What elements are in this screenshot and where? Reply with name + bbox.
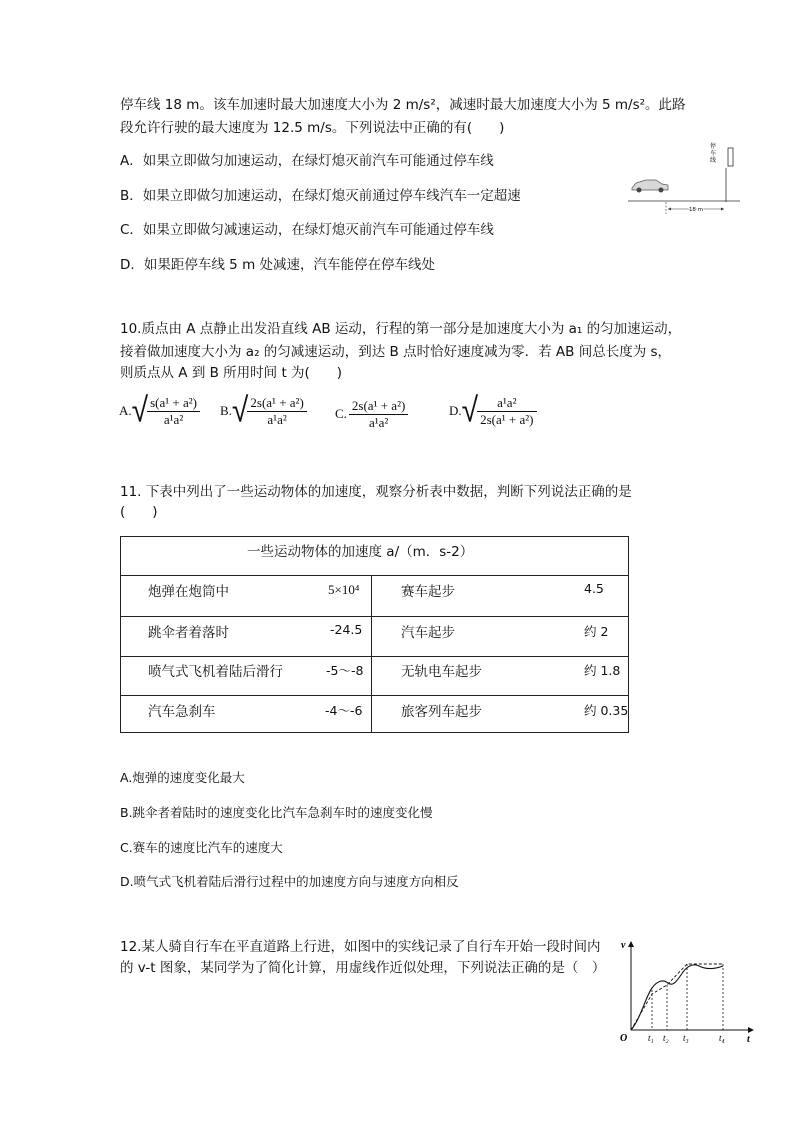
v-axis-label: v <box>621 940 626 951</box>
table-row-1-value2: 4.5 <box>584 581 604 596</box>
q9-option-d: D．如果距停车线 5 m 处减速，汽车能停在停车线处 <box>120 257 436 273</box>
stop-line-label: 停车线 <box>710 143 717 164</box>
table-row-4-value2: 约 0.35 <box>584 703 629 718</box>
q11-line1: 11. 下表中列出了一些运动物体的加速度，观察分析表中数据，判断下列说法正确的是 <box>120 484 632 500</box>
q11-option-c: C.赛车的速度比汽车的速度大 <box>120 840 283 855</box>
table-row-2-name2: 汽车起步 <box>401 625 455 641</box>
q10-line2: 接着做加速度大小为 a₂ 的匀减速运动，到达 B 点时恰好速度减为零．若 AB 间总长度为 s， <box>120 344 672 360</box>
table-row-2-value: -24.5 <box>330 622 363 637</box>
table-row-2-value2: 约 2 <box>584 624 609 639</box>
q10-option-b: B. √ $\frac{\text{2s(a¹ + a²)}}{\text{a¹a²}}$ <box>220 394 307 428</box>
traffic-light-icon <box>728 148 733 166</box>
table-divider-2 <box>121 656 628 657</box>
q11-option-b: B.跳伞者着陆时的速度变化比汽车急刹车时的速度变化慢 <box>120 805 433 820</box>
table-row-4-value: -4～-6 <box>325 703 363 718</box>
table-row-3-value: -5～-8 <box>326 663 364 678</box>
origin-label: O <box>620 1033 628 1044</box>
q11-option-a: A.炮弹的速度变化最大 <box>120 770 245 785</box>
q9-option-b: B．如果立即做匀加速运动，在绿灯熄灭前通过停车线汽车一定超速 <box>120 188 521 204</box>
t4-label: t₄ <box>719 1033 725 1043</box>
table-row-3-value2: 约 1.8 <box>584 663 621 678</box>
table-title: 一些运动物体的加速度 a/（m．s-2） <box>247 544 474 560</box>
q11-option-d: D.喷气式飞机着陆后滑行过程中的加速度方向与速度方向相反 <box>120 874 459 889</box>
table-row-4-name: 汽车急刹车 <box>148 704 216 720</box>
distance-label: 18 m <box>688 207 704 213</box>
q10-option-a: A. √ $\frac{\text{s(a¹ + a²)}}{\text{a¹a²}}$ <box>119 394 200 428</box>
dashed-approximation <box>631 964 723 1030</box>
table-row-3-name2: 无轨电车起步 <box>401 664 482 680</box>
t3-label: t₃ <box>683 1033 689 1043</box>
q9-option-a: A．如果立即做匀加速运动，在绿灯熄灭前汽车可能通过停车线 <box>120 153 494 169</box>
q12-line1: 12.某人骑自行车在平直道路上行进，如图中的实线记录了自行车开始一段时间内 <box>120 939 601 955</box>
solid-curve <box>631 965 723 1030</box>
v-t-graph <box>615 938 760 1046</box>
car-icon <box>632 180 668 193</box>
table-row-2-name: 跳伞者着落时 <box>148 625 229 641</box>
table-col-divider <box>371 575 372 732</box>
t2-label: t₂ <box>663 1033 669 1043</box>
q10-option-c: C. $\frac{\text{2s(a¹ + a²)}}{\text{a¹a²}}$ <box>335 397 408 431</box>
t-axis-label: t <box>747 1034 750 1045</box>
q9-line1: 停车线 18 m。该车加速时最大加速度大小为 2 m/s²，减速时最大加速度大小为 5 m/s²。此路 <box>120 97 686 113</box>
table-row-1-value: 5×10⁴ <box>328 582 360 597</box>
q9-option-c: C．如果立即做匀减速运动，在绿灯熄灭前汽车可能通过停车线 <box>120 222 494 238</box>
q10-line1: 10.质点由 A 点静止出发沿直线 AB 运动，行程的第一部分是加速度大小为 a₁ 的匀加速运动， <box>120 321 682 337</box>
q9-line2: 段允许行驶的最大速度为 12.5 m/s。下列说法中正确的有( ) <box>120 120 505 136</box>
table-row-1-name: 炮弹在炮筒中 <box>148 584 229 600</box>
table-divider-3 <box>121 695 628 696</box>
q11-line2: ( ) <box>120 504 158 520</box>
table-divider-1 <box>121 616 628 617</box>
t1-label: t₁ <box>648 1033 654 1043</box>
table-row-1-name2: 赛车起步 <box>401 584 455 600</box>
q12-line2: 的 v-t 图象，某同学为了简化计算，用虚线作近似处理，下列说法正确的是（ ） <box>120 960 606 976</box>
table-row-3-name: 喷气式飞机着陆后滑行 <box>148 664 283 680</box>
table-row-4-name2: 旅客列车起步 <box>401 704 482 720</box>
car-stop-line-figure <box>628 140 743 220</box>
q10-option-d: D. √ $\frac{\text{a¹a²}}{\text{2s(a¹ + a²)}}$ <box>449 394 537 428</box>
q10-line3: 则质点从 A 到 B 所用时间 t 为( ) <box>120 365 343 381</box>
